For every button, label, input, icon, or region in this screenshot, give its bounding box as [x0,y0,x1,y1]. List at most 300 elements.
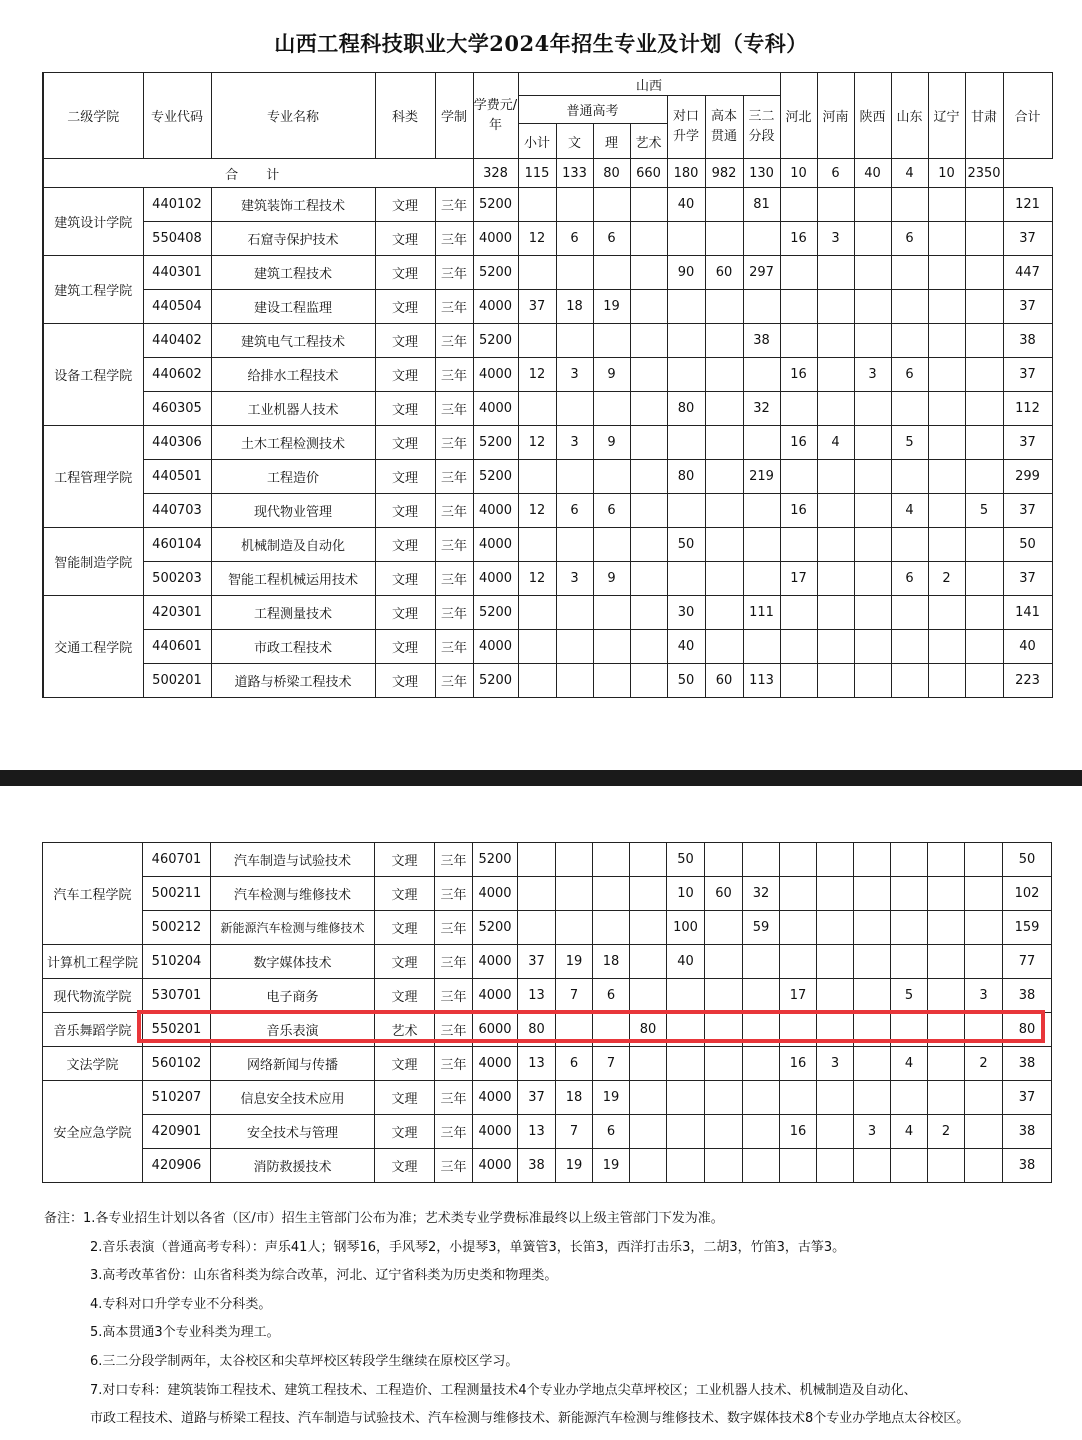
count-cell: 102 [1003,877,1052,911]
note-line: 6.三二分段学制两年，太谷校区和尖草坪校区转段学生继续在原校区学习。 [90,1353,519,1369]
count-cell: 19 [556,1149,593,1183]
subject-cell: 文理 [375,324,435,358]
count-cell [928,358,965,392]
subject-cell: 文理 [375,494,435,528]
count-cell [705,1149,743,1183]
count-cell: 18 [556,290,593,324]
fee-cell: 5200 [473,843,518,877]
code-cell: 510204 [143,945,211,979]
subject-cell: 文理 [375,358,435,392]
count-cell: 5 [965,494,1003,528]
count-cell [518,324,556,358]
count-cell [817,979,854,1013]
count-cell [891,528,928,562]
count-cell [780,188,817,222]
count-cell: 16 [780,426,817,460]
totals-cell: 130 [743,159,780,188]
count-cell [705,460,743,494]
count-cell [630,222,667,256]
count-cell [817,630,854,664]
count-cell: 6 [556,222,593,256]
totals-cell: 80 [593,159,630,188]
code-cell: 530701 [143,979,211,1013]
table-row [43,1115,1052,1149]
count-cell: 80 [518,1013,556,1047]
fee-cell: 4000 [473,1149,518,1183]
count-cell [817,1081,854,1115]
count-cell: 299 [1003,460,1052,494]
code-cell: 440402 [143,324,211,358]
count-cell [705,358,743,392]
subject-cell: 文理 [375,392,435,426]
count-cell: 7 [556,979,593,1013]
name-cell: 工程测量技术 [211,596,375,630]
code-cell: 420901 [143,1115,211,1149]
count-cell [705,945,743,979]
count-cell [965,1081,1003,1115]
subject-cell: 文理 [375,1115,435,1149]
count-cell [891,596,928,630]
code-cell: 440703 [143,494,211,528]
count-cell: 111 [743,596,780,630]
count-cell: 6 [593,1115,630,1149]
fee-cell: 4000 [473,979,518,1013]
name-cell: 工业机器人技术 [211,392,375,426]
count-cell: 50 [667,664,705,698]
count-cell [891,1081,928,1115]
count-cell [593,392,630,426]
count-cell [556,460,593,494]
count-cell: 12 [518,222,556,256]
count-cell [630,460,667,494]
count-cell: 38 [1003,1047,1052,1081]
header-sanerfen: 三二分段 [743,96,780,159]
count-cell: 3 [817,222,854,256]
count-cell: 40 [1003,630,1052,664]
table-row [43,1047,1052,1081]
count-cell: 16 [780,1047,817,1081]
count-cell [965,562,1003,596]
count-cell [593,630,630,664]
count-cell: 447 [1003,256,1052,290]
count-cell [817,664,854,698]
count-cell [630,188,667,222]
college-cell: 工程管理学院 [43,426,143,528]
page-title: 山西工程科技职业大学2024年招生专业及计划（专科） [274,31,808,56]
count-cell [705,324,743,358]
count-cell [593,460,630,494]
duration-cell: 三年 [435,1047,473,1081]
duration-cell: 三年 [435,911,473,945]
count-cell [780,877,817,911]
count-cell [817,945,854,979]
count-cell [965,460,1003,494]
count-cell: 113 [743,664,780,698]
duration-cell: 三年 [435,222,473,256]
college-cell: 建筑设计学院 [43,188,143,256]
count-cell [630,664,667,698]
code-cell: 460701 [143,843,211,877]
subject-cell: 文理 [375,1081,435,1115]
count-cell [556,324,593,358]
count-cell: 6 [556,494,593,528]
count-cell [780,1149,817,1183]
duration-cell: 三年 [435,596,473,630]
count-cell [556,596,593,630]
table-row [43,290,1052,324]
count-cell [928,979,965,1013]
fee-cell: 5200 [473,426,518,460]
code-cell: 440102 [143,188,211,222]
duration-cell: 三年 [435,979,473,1013]
count-cell: 19 [593,1149,630,1183]
count-cell: 50 [1003,843,1052,877]
note-line: 3.高考改革省份：山东省科类为综合改革，河北、辽宁省科类为历史类和物理类。 [90,1268,558,1284]
fee-cell: 4000 [473,494,518,528]
count-cell [854,222,891,256]
count-cell: 60 [705,664,743,698]
count-cell [928,1013,965,1047]
count-cell [705,290,743,324]
count-cell: 4 [817,426,854,460]
college-cell: 智能制造学院 [43,528,143,596]
table-row [43,877,1052,911]
count-cell [891,1013,928,1047]
duration-cell: 三年 [435,426,473,460]
count-cell: 37 [1003,562,1052,596]
count-cell [965,528,1003,562]
count-cell: 77 [1003,945,1052,979]
count-cell: 38 [1003,979,1052,1013]
header-wen: 文 [556,124,593,159]
count-cell [705,494,743,528]
count-cell [891,945,928,979]
count-cell [891,911,928,945]
count-cell [705,528,743,562]
duration-cell: 三年 [435,256,473,290]
table-row [43,1149,1052,1183]
count-cell [965,324,1003,358]
count-cell: 3 [965,979,1003,1013]
code-cell: 500211 [143,877,211,911]
count-cell [667,358,705,392]
count-cell [705,222,743,256]
header-subject: 科类 [375,73,435,159]
fee-cell: 4000 [473,1047,518,1081]
college-cell: 安全应急学院 [43,1081,143,1183]
totals-cell: 982 [705,159,743,188]
count-cell [518,630,556,664]
count-cell [928,945,965,979]
subject-cell: 文理 [375,596,435,630]
count-cell: 121 [1003,188,1052,222]
count-cell: 3 [556,562,593,596]
count-cell [556,528,593,562]
count-cell [965,188,1003,222]
count-cell [518,843,556,877]
table-row [43,664,1052,698]
count-cell [928,664,965,698]
count-cell [854,256,891,290]
name-cell: 道路与桥梁工程技术 [211,664,375,698]
count-cell [854,562,891,596]
count-cell [780,596,817,630]
count-cell [630,562,667,596]
fee-cell: 5200 [473,460,518,494]
count-cell [854,392,891,426]
count-cell [630,979,667,1013]
count-cell: 37 [518,1081,556,1115]
count-cell [705,1013,743,1047]
count-cell: 219 [743,460,780,494]
code-cell: 440602 [143,358,211,392]
count-cell: 223 [1003,664,1052,698]
totals-cell: 10 [928,159,965,188]
count-cell [593,911,630,945]
fee-cell: 6000 [473,1013,518,1047]
totals-cell: 115 [518,159,556,188]
count-cell [928,528,965,562]
count-cell: 6 [593,979,630,1013]
code-cell: 440504 [143,290,211,324]
name-cell: 汽车制造与试验技术 [211,843,375,877]
count-cell [965,1013,1003,1047]
totals-cell: 40 [854,159,891,188]
count-cell: 50 [1003,528,1052,562]
count-cell: 37 [518,290,556,324]
count-cell [743,222,780,256]
count-cell: 13 [518,979,556,1013]
name-cell: 信息安全技术应用 [211,1081,375,1115]
count-cell [928,630,965,664]
fee-cell: 5200 [473,188,518,222]
name-cell: 音乐表演 [211,1013,375,1047]
count-cell [965,877,1003,911]
enrollment-table-top [42,72,1053,698]
count-cell: 18 [593,945,630,979]
fee-cell: 5200 [473,256,518,290]
duration-cell: 三年 [435,664,473,698]
subject-cell: 文理 [375,290,435,324]
count-cell: 50 [667,843,705,877]
count-cell [817,911,854,945]
table-row [43,1013,1052,1047]
count-cell [965,596,1003,630]
fee-cell: 5200 [473,911,518,945]
count-cell [667,222,705,256]
count-cell [593,664,630,698]
count-cell [780,256,817,290]
count-cell: 19 [593,1081,630,1115]
page-divider [0,770,1082,786]
count-cell [965,392,1003,426]
count-cell [556,256,593,290]
subject-cell: 文理 [375,1149,435,1183]
table-row [43,843,1052,877]
fee-cell: 4000 [473,877,518,911]
count-cell [928,392,965,426]
count-cell [854,494,891,528]
subject-cell: 文理 [375,460,435,494]
name-cell: 消防救援技术 [211,1149,375,1183]
count-cell: 37 [1003,222,1052,256]
count-cell [630,630,667,664]
totals-cell: 328 [473,159,518,188]
duration-cell: 三年 [435,528,473,562]
count-cell [630,528,667,562]
header-gansu: 甘肃 [965,73,1003,159]
count-cell [630,256,667,290]
code-cell: 440501 [143,460,211,494]
count-cell [891,324,928,358]
count-cell [667,979,705,1013]
count-cell: 37 [1003,426,1052,460]
count-cell [705,562,743,596]
count-cell [928,1081,965,1115]
count-cell: 38 [743,324,780,358]
count-cell [667,494,705,528]
subject-cell: 文理 [375,979,435,1013]
subject-cell: 文理 [375,1047,435,1081]
count-cell [593,188,630,222]
count-cell [593,528,630,562]
header-shandong: 山东 [891,73,928,159]
count-cell [780,1013,817,1047]
table-row [43,494,1052,528]
duration-cell: 三年 [435,358,473,392]
duration-cell: 三年 [435,1013,473,1047]
note-line: 4.专科对口升学专业不分科类。 [90,1296,272,1312]
totals-cell: 660 [630,159,667,188]
count-cell: 159 [1003,911,1052,945]
count-cell: 32 [743,392,780,426]
header-art: 艺术 [630,124,667,159]
count-cell [854,188,891,222]
count-cell [743,1047,780,1081]
count-cell [667,1149,705,1183]
count-cell [705,1081,743,1115]
fee-cell: 4000 [473,945,518,979]
college-cell: 建筑工程学院 [43,256,143,324]
count-cell [854,426,891,460]
name-cell: 市政工程技术 [211,630,375,664]
count-cell: 2 [928,1115,965,1149]
subject-cell: 文理 [375,562,435,596]
count-cell: 3 [854,1115,891,1149]
header-shaanxi: 陕西 [854,73,891,159]
count-cell [817,1013,854,1047]
count-cell [556,911,593,945]
count-cell: 13 [518,1115,556,1149]
duration-cell: 三年 [435,324,473,358]
duration-cell: 三年 [435,562,473,596]
count-cell [630,290,667,324]
count-cell: 37 [1003,290,1052,324]
fee-cell: 4000 [473,222,518,256]
table-row [43,426,1052,460]
header-duration: 学制 [435,73,473,159]
count-cell [556,877,593,911]
note-line: 5.高本贯通3个专业科类为理工。 [90,1325,280,1341]
count-cell [518,256,556,290]
count-cell [891,664,928,698]
count-cell [817,877,854,911]
count-cell [854,596,891,630]
count-cell: 12 [518,494,556,528]
header-fee: 学费元/年 [473,73,518,159]
count-cell [630,843,667,877]
table-row [43,528,1052,562]
fee-cell: 4000 [473,290,518,324]
count-cell: 100 [667,911,705,945]
subject-cell: 文理 [375,630,435,664]
count-cell: 30 [667,596,705,630]
count-cell [518,664,556,698]
count-cell [780,843,817,877]
count-cell [630,877,667,911]
table-row [43,562,1052,596]
totals-cell: 10 [780,159,817,188]
table-row [43,911,1052,945]
count-cell: 141 [1003,596,1052,630]
count-cell: 6 [556,1047,593,1081]
header-duikou: 对口升学 [667,96,705,159]
subject-cell: 文理 [375,426,435,460]
count-cell [817,1149,854,1183]
count-cell [518,188,556,222]
count-cell: 297 [743,256,780,290]
count-cell [593,843,630,877]
name-cell: 数字媒体技术 [211,945,375,979]
name-cell: 工程造价 [211,460,375,494]
count-cell: 4 [891,494,928,528]
fee-cell: 4000 [473,392,518,426]
count-cell [965,945,1003,979]
count-cell: 6 [891,358,928,392]
name-cell: 新能源汽车检测与维修技术 [211,911,375,945]
count-cell: 38 [1003,324,1052,358]
fee-cell: 4000 [473,630,518,664]
subject-cell: 文理 [375,843,435,877]
count-cell [854,460,891,494]
count-cell [817,324,854,358]
name-cell: 安全技术与管理 [211,1115,375,1149]
count-cell: 18 [556,1081,593,1115]
count-cell [743,1115,780,1149]
header-li: 理 [593,124,630,159]
code-cell: 500203 [143,562,211,596]
count-cell [928,1149,965,1183]
count-cell [630,911,667,945]
subject-cell: 文理 [375,188,435,222]
count-cell: 19 [593,290,630,324]
count-cell [518,911,556,945]
header-total: 合计 [1003,73,1052,159]
duration-cell: 三年 [435,945,473,979]
count-cell [965,664,1003,698]
count-cell [630,1149,667,1183]
count-cell: 16 [780,1115,817,1149]
name-cell: 现代物业管理 [211,494,375,528]
count-cell [518,460,556,494]
count-cell: 90 [667,256,705,290]
header-general: 普通高考 [518,96,667,124]
duration-cell: 三年 [435,1115,473,1149]
name-cell: 网络新闻与传播 [211,1047,375,1081]
count-cell [667,1013,705,1047]
count-cell: 6 [891,562,928,596]
college-cell: 文法学院 [43,1047,143,1081]
